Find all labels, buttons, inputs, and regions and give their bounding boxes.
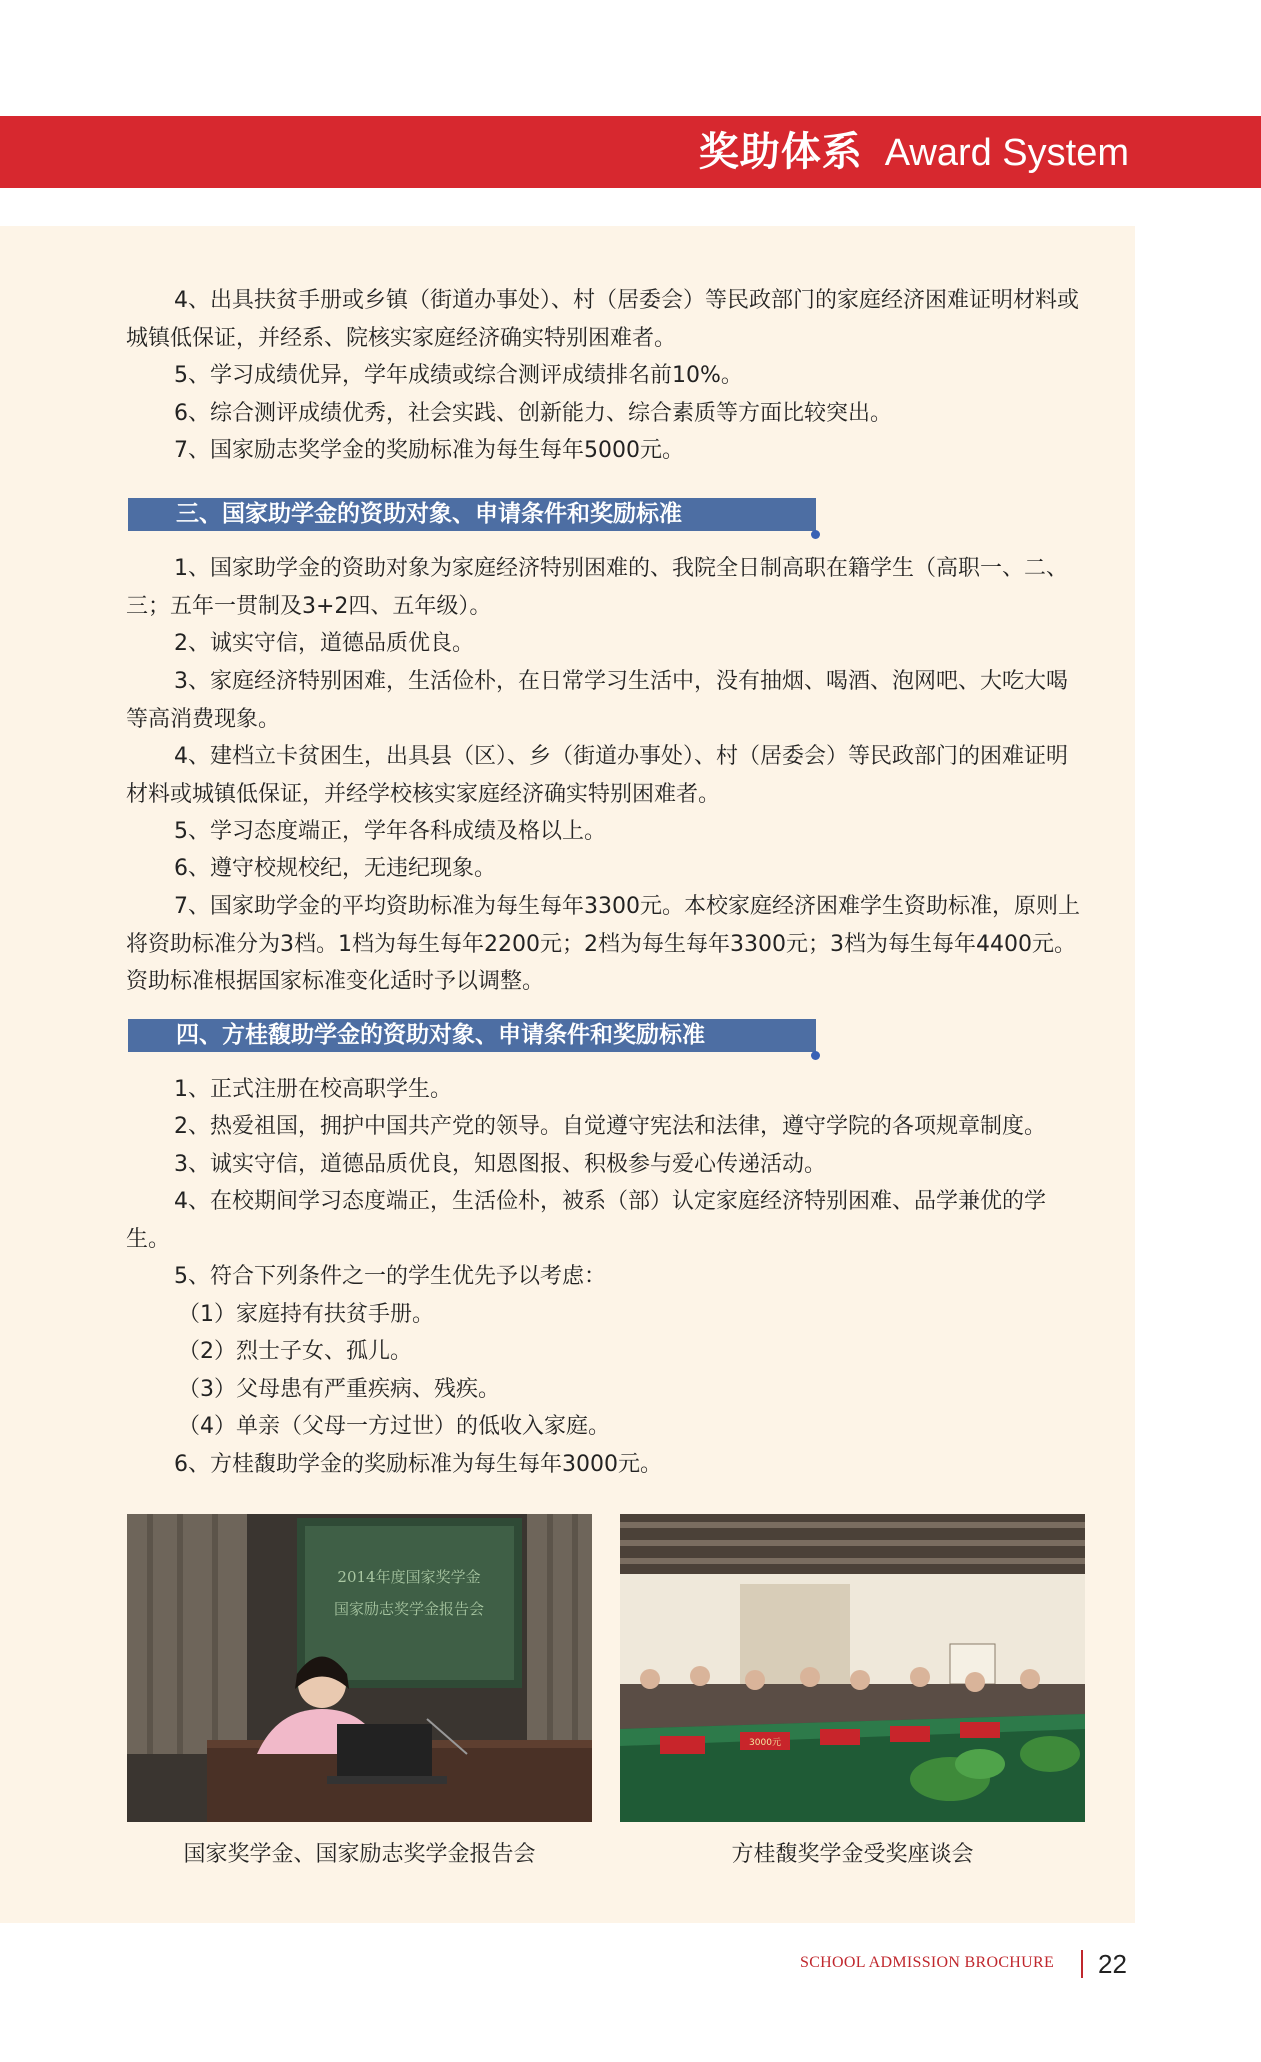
- heading-tail: [808, 1019, 816, 1052]
- section-heading-text: 三、国家助学金的资助对象、申请条件和奖励标准: [176, 501, 682, 527]
- page-number: 22: [1098, 1949, 1127, 1979]
- section-heading-4: [128, 1019, 808, 1052]
- paragraph: 3、诚实守信，道德品质优良，知恩图报、积极参与爱心传递活动。: [174, 1152, 826, 1177]
- photo-award-forum: [620, 1514, 1085, 1822]
- paragraph: 6、遵守校规校纪，无违纪现象。: [174, 856, 496, 881]
- photo-report-meeting-image: [127, 1514, 592, 1822]
- list-item: （4）单亲（父母一方过世）的低收入家庭。: [178, 1414, 610, 1439]
- paragraph: 7、国家助学金的平均资助标准为每生每年3300元。本校家庭经济困难学生资助标准，原则上将资助标准分为3档。1档为每生每年2200元；2档为每生每年3300元；3档为每生每年4400元。资助标准根据国家标准变化适时予以调整。: [126, 894, 1080, 994]
- paragraph: 1、正式注册在校高职学生。: [174, 1077, 452, 1102]
- heading-dot: [811, 1051, 820, 1060]
- paragraph: 5、符合下列条件之一的学生优先予以考虑：: [174, 1264, 606, 1289]
- paragraph: 3、家庭经济特别困难，生活俭朴，在日常学习生活中，没有抽烟、喝酒、泡网吧、大吃大喝等高消费现象。: [126, 669, 1069, 732]
- header-banner: [0, 116, 1261, 188]
- paragraph: 5、学习成绩优异，学年成绩或综合测评成绩排名前10%。: [174, 363, 743, 388]
- footer-divider: [1081, 1950, 1083, 1978]
- list-item: （3）父母患有严重疾病、残疾。: [178, 1377, 500, 1402]
- page-title-cn: 奖助体系: [698, 129, 863, 175]
- screen-text-line2: 国家励志奖学金报告会: [333, 1600, 485, 1618]
- paragraph: 2、诚实守信，道德品质优良。: [174, 631, 474, 656]
- paragraph: 5、学习态度端正，学年各科成绩及格以上。: [174, 819, 606, 844]
- footer-label: SCHOOL ADMISSION BROCHURE: [800, 1954, 1055, 1971]
- screen-text-line1: 2014年度国家奖学金: [337, 1568, 481, 1586]
- paragraph: 4、在校期间学习态度端正，生活俭朴，被系（部）认定家庭经济特别困难、品学兼优的学生。: [126, 1189, 1047, 1252]
- photo-caption: 方桂馥奖学金受奖座谈会: [731, 1842, 974, 1867]
- paragraph: 4、建档立卡贫困生，出具县（区）、乡（街道办事处）、村（居委会）等民政部门的困难证明材料或城镇低保证，并经学校核实家庭经济确实特别困难者。: [126, 744, 1069, 807]
- page-title-en: Award System: [884, 132, 1129, 174]
- paragraph: 6、综合测评成绩优秀，社会实践、创新能力、综合素质等方面比较突出。: [174, 401, 892, 426]
- paragraph: 1、国家助学金的资助对象为家庭经济特别困难的、我院全日制高职在籍学生（高职一、二、三；五年一贯制及3+2四、五年级）。: [126, 556, 1069, 619]
- paragraph: 2、热爱祖国，拥护中国共产党的领导。自觉遵守宪法和法律，遵守学院的各项规章制度。: [174, 1114, 1047, 1139]
- heading-tail: [808, 498, 816, 531]
- paragraph: 7、国家励志奖学金的奖励标准为每生每年5000元。: [174, 438, 684, 463]
- photo-report-meeting: [127, 1514, 592, 1822]
- award-board-text: 3000元: [749, 1738, 781, 1748]
- list-item: （2）烈士子女、孤儿。: [178, 1339, 412, 1364]
- photo-award-forum-image: [620, 1514, 1085, 1822]
- paragraph: 6、方桂馥助学金的奖励标准为每生每年3000元。: [174, 1452, 662, 1477]
- list-item: （1）家庭持有扶贫手册。: [178, 1302, 434, 1327]
- section-heading-text: 四、方桂馥助学金的资助对象、申请条件和奖励标准: [176, 1022, 705, 1048]
- page-title: [699, 116, 1129, 188]
- photo-caption: 国家奖学金、国家励志奖学金报告会: [183, 1842, 536, 1867]
- paragraph: 4、出具扶贫手册或乡镇（街道办事处）、村（居委会）等民政部门的家庭经济困难证明材料或城镇低保证，并经系、院核实家庭经济确实特别困难者。: [126, 288, 1080, 351]
- section-heading-3: [128, 498, 808, 531]
- heading-dot: [811, 530, 820, 539]
